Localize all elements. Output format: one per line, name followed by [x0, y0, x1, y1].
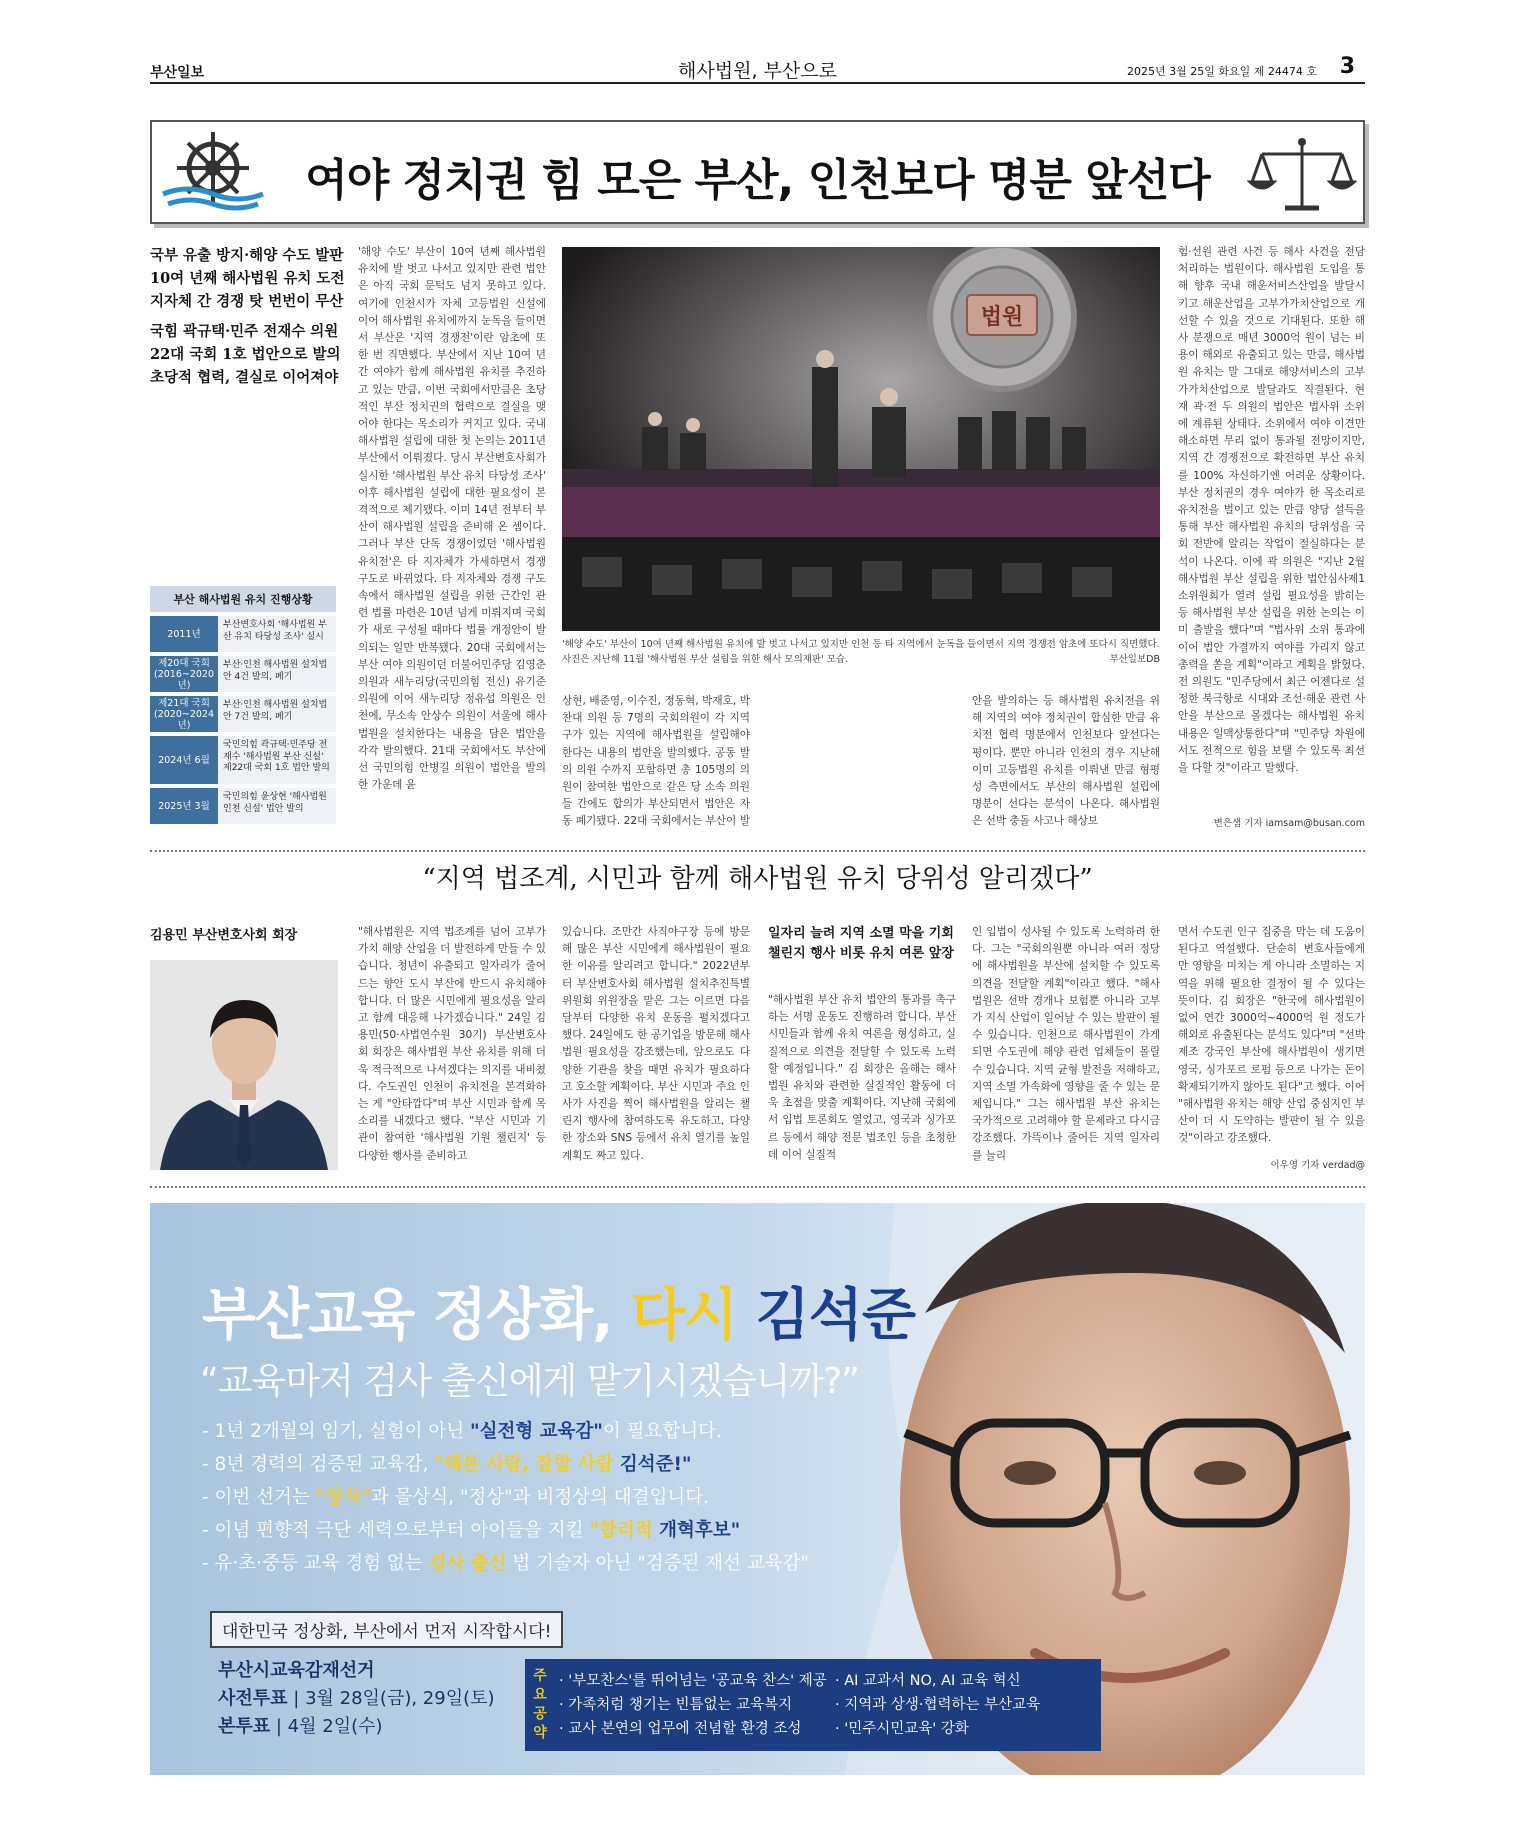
list-item: - 유·초·중등 교육 경험 없는 검사 출신 법 기술자 아닌 "검증된 재선 교육감" — [202, 1553, 809, 1574]
interview-column-3: "해사법원 부산 유치 법안의 통과를 촉구하는 서명 운동도 진행하려 합니다. 부산 시민들과 함께 유치 여론을 형성하고, 실질적으로 의견을 전달할 수 있도록 노력할 예정입니다." 김 회장은 올해는 해사법원 유치와 관련한 실질적인 활동에 더욱 초점을 맞출 계획이다. 지난해 국회에서 입법 토론회도 열었고, 영국과 싱가포르 등에서 해양 전문 법조인 등을 초청한 데 이어 실질적 — [768, 994, 956, 1161]
ad-quote: “교육마저 검사 출신에게 맡기시겠습니까?” — [200, 1361, 859, 1402]
byline-1: 변은샘 기자 iamsam@busan.com — [1213, 818, 1365, 829]
paper-name: 부산일보 — [150, 65, 205, 81]
photo-caption: '해양 수도' 부산이 10여 년째 해사법원 유치에 발 벗고 나서고 있지만 인천 등 타 지역에서 눈독을 들이면서 지역 경쟁전 암초에 또다시 직면했다. 사진은 지난해 11월 '해사법원 부산 설립을 위한 해사 모의재판' 모습. 부산일보DB — [562, 639, 1160, 665]
progress-table — [150, 586, 336, 824]
headline: 여야 정치권 힘 모은 부산, 인천보다 명분 앞선다 — [305, 155, 1210, 206]
interview-column-2: 있습니다. 조만간 사직야구장 등에 방문해 많은 부산 시민에게 해사법원이 필요한 이유를 알리려고 합니다." 2022년부터 부산변호사회 해사법원 설치추진특별위원회 위원장을 맡은 그는 이르면 다음 달부터 다양한 유치 운동을 펼치겠다고 했다. 24일에도 한 공기업을 방문해 해사법원 필요성을 강조했는데, 앞으로도 다양한 기관을 찾을 때면 유치가 필요하다고 호소할 계획이다. 부산 시민과 주요 인사가 사진을 찍어 해사법원을 알리는 챌린지 행사에 참여하도록 유도하고, 다양한 장소와 SNS 등에서 유치 열기를 높일 계획도 짜고 있다. — [562, 926, 750, 1162]
article-column-4: 험·선원 관련 사건 등 해사 사건을 전담 처리하는 법원이다. 해사법원 도입을 통해 향후 국내 해운서비스산업을 발달시키고 해운산업을 고부가가치산업으로 개선할 수 있을 것으로 기대된다. 또한 해사 분쟁으로 매년 3000억 원이 넘는 비용이 해외로 유출되고 있는 만큼, 해사법원 유치는 말 그대로 해양서비스의 고부가가치산업으로 발달과도 직결된다. 현재 곽·전 두 의원의 법안은 법사위 소위에 계류된 상태다. 소위에서 여야 이견만 해소하면 무리 없이 통과될 전망이지만, 지역 간 경쟁전으로 확전하면 부산 유치를 100% 자신하기엔 어려운 상황이다. 부산 정치권의 경우 여야가 한 목소리로 유치전을 벌이고 있는 만큼 양당 설득을 통해 부산 해사법원 유치의 당위성을 국회 전반에 알리는 작업이 절실하다는 분석이 나온다. 이에 곽 의원은 "지난 2월 해사법원 부산 설립을 위한 법안심사제1소위원회가 열려 설립 필요성을 밝히는 등 해사법원 부산 설립을 위한 논의는 이미 출발을 했다"며 "법사위 소위 통과에 이어 법안 가결까지 여야를 가리지 않고 총력을 쏟을 계획"이라고 계획을 밝혔다. 전 의원도 "민주당에서 최근 어젠다로 설정한 북극항로 시대와 조선·해운 관련 사안을 부산으로 몰겠다는 해사법원 유치 내용은 일맥상통한다"며 "민주당 차원에서도 전적으로 힘을 보탤 수 있도록 최선을 다할 것"이라고 말했다. — [1178, 246, 1365, 775]
ad-bullet-list — [202, 1415, 809, 1580]
article-column-2a: 상현, 배준영, 이수진, 정동혁, 박재호, 박찬대 의원 등 7명의 국회의원이 각 지역구가 있는 지역에 해사법원을 설립해야 한다는 내용의 법안을 발의했다. 공동 발의 의원 수까지 포함하면 총 105명의 의원이 참여한 법안으로 같은 당 소속 의원들 간에도 합의가 부산되면서 법안은 자동 폐기됐다. 22대 국회에서는 부산이 발 — [562, 695, 750, 828]
ad-headline: 부산교육 정상화, 다시 김석준 — [202, 1283, 915, 1348]
table-row: 2011년 부산변호사회 '해사법원 부산 유치 타당성 조사' 실시 — [150, 616, 336, 652]
table-title: 부산 해사법원 유치 진행상황 — [150, 586, 336, 612]
pledge-label: 주요공약 — [533, 1668, 547, 1741]
election-advertisement — [150, 1203, 1365, 1775]
masthead — [150, 54, 1365, 84]
page-number: 3 — [1339, 54, 1355, 79]
table-row: 제20대 국회 (2016~2020년) 부산·인천 해사법원 설치법안 4건 발의, 폐기 — [150, 656, 336, 692]
interview-column-1: "해사법원은 지역 법조계를 넘어 고부가가치 해양 산업을 더 발전하게 만들 수 있습니다. 청년이 유출되고 일자리가 줄어드는 향안 도시 부산에 반드시 유치해야 합니다. 더 많은 시민에게 필요성을 알리고 함께 대응해 나가겠습니다." 24일 김용민(50·사법연수원 30기) 부산변호사회 회장은 해사법원 부산 유치를 위해 더욱 적극적으로 나서겠다는 의지를 내비쳤다. 수도권인 인천이 유치전을 본격화하는 게 "안타깝다"며 부산 시민과 함께 목소리를 내겠다고 했다. "부산 시민과 기관이 참여한 '해사법원 기원 챌린지' 등 다양한 행사를 준비하고 — [358, 926, 546, 1162]
interview-subhead: 일자리 늘려 지역 소멸 막을 기회 챌린지 행사 비롯 유치 여론 앞장 — [768, 926, 954, 961]
photo-credit: 부산일보DB — [1109, 654, 1160, 665]
list-item: - 이번 선거는 "상식"과 몰상식, "정상"과 비정상의 대결입니다. — [202, 1487, 709, 1508]
section-divider — [150, 850, 1365, 852]
pledge-list-right: · AI 교과서 NO, AI 교육 혁신 · 지역과 상생·협력하는 부산교육 · '민주시민교육' 강화 — [835, 1673, 1041, 1737]
subhead-group-1: 국부 유출 방지·해양 수도 발판 10여 년째 해사법원 유치 도전 지자체 간 경쟁 탓 번번이 무산 — [150, 247, 345, 310]
table-row: 2025년 3월 국민의힘 윤상현 '해사법원 인천 신설' 법안 발의 — [150, 788, 336, 824]
list-item: - 1년 2개월의 임기, 실험이 아닌 "실전형 교육감"이 필요합니다. — [202, 1421, 722, 1442]
interview-column-4: 인 입법이 성사될 수 있도록 노력하려 한다. 그는 "국회의원뿐 아니라 여러 정당에 해사법원을 부산에 설치할 수 있도록 의견을 전달할 계획"이라고 했다. "해사법원은 선박 경개나 보험뿐 아니라 고부가 지식 산업이 일어날 수 있는 발판이 될 수 있습니다. 인천으로 해사법원이 가게 되면 수도권에 해양 관련 업체들이 몰릴 수 있습니다. 지역 균형 발전을 저해하고, 지역 소멸 가속화에 영향을 줄 수 있는 문제입니다." 그는 해사법원 부산 유치는 국가적으로 고려해야 할 문제라고 다시금 강조했다. 가뜩이나 줄어든 지역 일자리를 늘리 — [972, 926, 1160, 1162]
article-column-3: 안을 발의하는 등 해사법원 유치전을 위해 지역의 여야 정치권이 합심한 만큼 유치전 협력 명분에서 인천보다 앞선다는 평이다. 뿐만 아니라 인천의 경우 지난해 이미 고등법원 유치를 이뤄낸 만큼 형평성 측면에서도 부산의 해사법원 설립에 명분이 선다는 분석이 나온다. 해사법원은 선박 충돌 사고나 해상보 — [972, 695, 1160, 828]
ad-slogan: 대한민국 정상화, 부산에서 먼저 시작합시다! — [210, 1611, 563, 1648]
byline-2: 이우영 기자 verdad@ — [1270, 1160, 1365, 1171]
table-row: 2024년 6월 국민의힘 곽규택·민주당 전재수 '해사법원 부산 신설' 제22대 국회 1호 법안 발의 — [150, 736, 336, 784]
interviewee-photo — [150, 960, 338, 1170]
mock-trial-photo — [562, 247, 1160, 631]
table-row: 제21대 국회 (2020~2024년) 부산·인천 해사법원 설치법안 7건 발의, 폐기 — [150, 696, 336, 732]
pledge-list-left: · '부모찬스'를 뛰어넘는 '공교육 찬스' 제공 · 가족처럼 챙기는 빈틈없는 교육복지 · 교사 본연의 업무에 전념할 환경 조성 — [559, 1673, 827, 1737]
interviewee-name: 김용민 부산변호사회 회장 — [150, 928, 298, 943]
subhead-group-2: 국힘 곽규택·민주 전재수 의원 22대 국회 1호 법안으로 발의 초당적 협력, 결실로 이어져야 — [150, 323, 341, 386]
issue-date: 2025년 3월 25일 화요일 제 24474 호 — [1127, 65, 1317, 78]
scales-of-justice-icon — [1247, 136, 1357, 216]
list-item: - 이념 편향적 극단 세력으로부터 아이들을 지킬 "합리적 개혁후보" — [202, 1520, 741, 1541]
court-sign-text: 법원 — [980, 305, 1024, 330]
vote-schedule: 부산시교육감재선거 사전투표 | 3월 28일(금), 29일(토) 본투표 | 4월 2일(수) — [218, 1660, 495, 1737]
pledge-box — [525, 1659, 1101, 1751]
interview-column-5: 면서 수도권 인구 집중을 막는 데 도움이 된다고 역설했다. 단순히 변호사들에게만 영향을 미치는 게 아니라 소멸하는 지역을 위해 필요한 결정이 될 수 있다는 뜻이다. 김 회장은 "한국에 해사법원이 없어 연간 3000억~4000억 원 정도가 해외로 유출된다는 분석도 있다"며 "선박 제조 강국인 부산에 해사법원이 생기면 영국, 싱가포르 로펌 등으로 나가는 돈이 확제되기까지 않아도 된다"고 했다. 이어 "해사법원 유치는 해양 산업 중심지인 부산이 더 시 도약하는 발판이 될 수 있을 것"이라고 강조했다. — [1178, 926, 1365, 1145]
ad-divider — [150, 1186, 1365, 1188]
headline-box — [150, 120, 1365, 224]
list-item: - 8년 경력의 검증된 교육감, "해본 사람, 잘할 사람 김석준!" — [202, 1454, 692, 1475]
section-title: 해사법원, 부산으로 — [678, 60, 837, 82]
article-column-1: '해양 수도' 부산이 10여 년째 해사법원 유치에 발 벗고 나서고 있지만 관련 법안은 아직 국회 문턱도 넘지 못하고 있다. 여기에 인천시가 자체 고등법원 신설에 이어 해사법원 유치에까지 눈독을 들이면서 부산은 '지역 경쟁전'이란 암초에 또 한 번 직면했다. 부산에서 지난 10여 년간 여야가 함께 해사법원 유치를 추진하고 있는 만큼, 이번 국회에서만큼은 초당적인 부산 정치권의 협력으로 결실을 맺어야 한다는 목소리가 커지고 있다. 국내 해사법원 설립에 대한 첫 논의는 2011년 부산에서 이뤄졌다. 당시 부산변호사회가 실시한 '해사법원 부산 유치 타당성 조사' 이후 해사법원 설립에 대한 필요성이 본격적으로 제기됐다. 이미 14년 전부터 부산이 해사법원 설립을 준비해 온 셈이다. 그러나 부산 단독 경쟁이었던 '해사법원 유치전'은 타 지자체가 가세하면서 경쟁 구도로 바뀌었다. 타 지자체와 경쟁 구도 속에서 해사법원 설립을 위한 근간인 관련 법률 마련은 10년 넘게 미뤄지며 국회가 새로 구성될 때마다 법률 개정안이 발의되는 일만 반복됐다. 20대 국회에서는 부산 여야 의원이던 더불어민주당 김영춘 의원과 새누리당(국민의힘 전신) 유기준 의원에 이어 새누리당 정유섭 의원은 인천에, 무소속 안상수 의원이 서울에 해사법원을 설치한다는 내용을 담은 법안을 각각 발의했다. 21대 국회에서도 부산에선 국민의힘 안병길 의원이 법안을 발의한 가운데 윤 — [358, 246, 546, 792]
interview-title: “지역 법조계, 시민과 함께 해사법원 유치 당위성 알리겠다” — [422, 864, 1093, 894]
